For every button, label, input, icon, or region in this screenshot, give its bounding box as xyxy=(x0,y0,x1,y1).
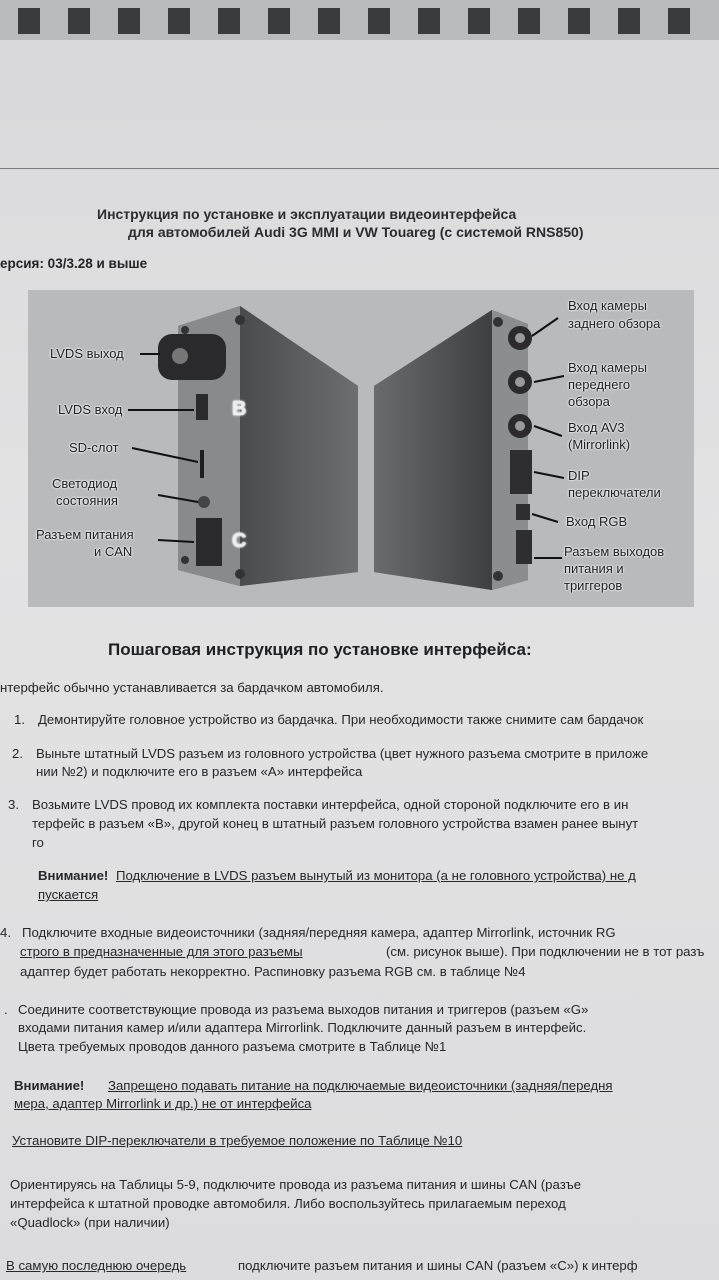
warning-1-line-1: Подключение в LVDS разъем вынутый из монитора (а не головного устройства) не д xyxy=(116,868,636,883)
warning-1-line-2: пускается xyxy=(38,887,99,902)
rail-tooth xyxy=(268,8,290,34)
warning-2-line-1: Запрещено подавать питание на подключаемые видеоисточники (задняя/передня xyxy=(108,1078,613,1093)
label-rear-cam-2: заднего обзора xyxy=(568,316,661,331)
step-number: . xyxy=(4,1002,8,1017)
step-2-line-1: Выньте штатный LVDS разъем из головного устройства (цвет нужного разъема смотрите в приложе xyxy=(36,746,649,761)
step-number: 3. xyxy=(8,797,19,812)
step-8-underlined: В самую последнюю очередь xyxy=(6,1258,187,1273)
background-rail xyxy=(0,0,719,42)
rail-tooth xyxy=(168,8,190,34)
label-rgb: Вход RGB xyxy=(566,514,628,529)
step-4-line-3: адаптер будет работать некорректно. Распиновку разъема RGB см. в таблице №4 xyxy=(20,964,526,979)
label-front-cam: Вход камеры xyxy=(568,360,647,375)
rail-tooth xyxy=(668,8,690,34)
rail-tooth xyxy=(118,8,140,34)
label-dip: DIP xyxy=(568,468,590,483)
fold-line xyxy=(0,168,719,169)
label-front-cam-3: обзора xyxy=(568,394,610,409)
label-lvds-out: LVDS выход xyxy=(50,346,124,361)
intro-text: нтерфейс обычно устанавливается за бардачком автомобиля. xyxy=(0,680,384,695)
rail-tooth xyxy=(68,8,90,34)
step-7-line-1: Ориентируясь на Таблицы 5-9, подключите провода из разъема питания и шины CAN (разъе xyxy=(10,1177,582,1192)
label-dip-2: переключатели xyxy=(568,485,661,500)
step-7-line-2: интерфейса к штатной проводке автомобиля. Либо воспользуйтесь прилагаемым переход xyxy=(10,1196,566,1211)
step-7-line-3: «Quadlock» (при наличии) xyxy=(10,1215,170,1230)
rail-tooth xyxy=(18,8,40,34)
rail-tooth xyxy=(468,8,490,34)
rail-tooth xyxy=(618,8,640,34)
label-outputs: Разъем выходов xyxy=(564,544,665,559)
step-5-line-2: входами питания камер и/или адаптера Mirrorlink. Подключите данный разъем в интерфейс. xyxy=(18,1020,587,1035)
step-3-line-3: го xyxy=(32,835,44,850)
step-4-line-1: Подключите входные видеоисточники (задняя/передняя камера, адаптер Mirrorlink, источник RG xyxy=(22,925,616,940)
step-4-line-2-rest: (см. рисунок выше). При подключении не в тот разъ xyxy=(386,944,705,959)
rail-tooth xyxy=(518,8,540,34)
label-outputs-2: питания и xyxy=(564,561,624,576)
step-6-text: Установите DIP-переключатели в требуемое положение по Таблице №10 xyxy=(12,1133,463,1148)
label-outputs-3: триггеров xyxy=(564,578,623,593)
doc-title-line-1: Инструкция по установке и эксплуатации видеоинтерфейса xyxy=(97,206,517,222)
label-power-can: Разъем питания xyxy=(36,527,134,542)
doc-title-line-2: для автомобилей Audi 3G MMI и VW Touareg (с системой RNS850) xyxy=(128,224,584,240)
port-letter-b: B xyxy=(232,398,247,420)
warning-label: Внимание! xyxy=(14,1078,85,1093)
step-3-line-1: Возьмите LVDS провод их комплекта поставки интерфейса, одной стороной подключите его в ин xyxy=(32,797,629,812)
label-mirrorlink: (Mirrorlink) xyxy=(568,437,631,452)
step-5-line-3: Цвета требуемых проводов данного разъема смотрите в Таблице №1 xyxy=(18,1039,447,1054)
label-power-can-2: и CAN xyxy=(94,544,133,559)
label-front-cam-2: переднего xyxy=(568,377,631,392)
label-lvds-in: LVDS вход xyxy=(58,402,123,417)
device-diagram xyxy=(28,290,694,607)
step-8-rest: подключите разъем питания и шины CAN (разъем «C») к интерф xyxy=(238,1258,638,1273)
step-2-line-2: нии №2) и подключите его в разъем «A» интерфейса xyxy=(36,764,363,779)
step-number: 4. xyxy=(0,925,11,940)
label-av3: Вход AV3 xyxy=(568,420,625,435)
label-rear-cam: Вход камеры xyxy=(568,298,647,313)
label-sd-slot: SD-слот xyxy=(69,440,119,455)
version-line: ерсия: 03/3.28 и выше xyxy=(0,256,148,271)
label-led-status: состояния xyxy=(56,493,118,508)
step-number: 2. xyxy=(12,746,23,761)
step-4-line-2-underlined: строго в предназначенные для этого разъемы xyxy=(20,944,303,959)
warning-label: Внимание! xyxy=(38,868,109,883)
rail-tooth xyxy=(218,8,240,34)
step-1-text: Демонтируйте головное устройство из бардачка. При необходимости также снимите сам бардачок xyxy=(38,712,644,727)
rail-tooth xyxy=(318,8,340,34)
section-title: Пошаговая инструкция по установке интерфейса: xyxy=(108,640,532,659)
rail-tooth xyxy=(568,8,590,34)
warning-2-line-2: мера, адаптер Mirrorlink и др.) не от интерфейса xyxy=(14,1096,312,1111)
rail-tooth xyxy=(418,8,440,34)
port-letter-c: C xyxy=(232,530,247,552)
label-led: Светодиод xyxy=(52,476,118,491)
step-3-line-2: терфейс в разъем «B», другой конец в штатный разъем головного устройства взамен ранее вынут xyxy=(32,816,639,831)
step-5-line-1: Соедините соответствующие провода из разъема выходов питания и триггеров (разъем «G» xyxy=(18,1002,589,1017)
rail-tooth xyxy=(368,8,390,34)
step-number: 1. xyxy=(14,712,25,727)
